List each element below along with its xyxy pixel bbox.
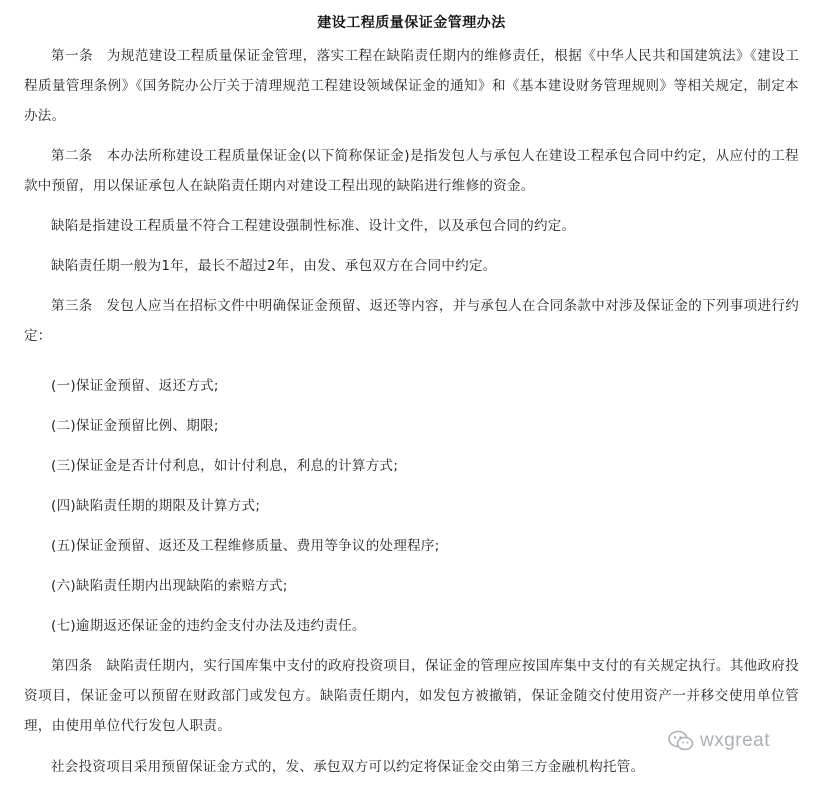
agreement-items-list [24,371,799,651]
article-3: 第三条 发包人应当在招标文件中明确保证金预留、返还等内容，并与承包人在合同条款中对涉及保证金的下列事项进行约定： [24,298,799,344]
defect-period: 缺陷责任期一般为1年，最长不超过2年，由发、承包双方在合同中约定。 [51,258,497,274]
list-item: (二)保证金预留比例、期限; [51,418,219,434]
list-item: (六)缺陷责任期内出现缺陷的索赔方式; [51,578,288,594]
article-4: 第四条 缺陷责任期内，实行国库集中支付的政府投资项目，保证金的管理应按国库集中支付的有关规定执行。其他政府投资项目，保证金可以预留在财政部门或发包方。缺陷责任期内，如发包方被撤销，保证金随交付使用资产一并移交使用单位管理，由使用单位代行发包人职责。 [24,658,799,734]
watermark-text: wxgreat [700,730,771,751]
wechat-icon [668,730,694,752]
list-item: (五)保证金预留、返还及工程维修质量、费用等争议的处理程序; [51,538,440,554]
list-item: (一)保证金预留、返还方式; [51,378,219,394]
list-item: (四)缺陷责任期的期限及计算方式; [51,498,261,514]
article-2: 第二条 本办法所称建设工程质量保证金(以下简称保证金)是指发包人与承包人在建设工程承包合同中约定，从应付的工程款中预留，用以保证承包人在缺陷责任期内对建设工程出现的缺陷进行维修的资金。 [24,148,799,194]
social-investment-paragraph: 社会投资项目采用预留保证金方式的，发、承包双方可以约定将保证金交由第三方金融机构托管。 [51,759,645,775]
article-1: 第一条 为规范建设工程质量保证金管理，落实工程在缺陷责任期内的维修责任，根据《中华人民共和国建筑法》《建设工程质量管理条例》《国务院办公厅关于清理规范工程建设领域保证金的通知》和《基本建设财务管理规则》等相关规定，制定本办法。 [24,48,799,124]
document [24,0,799,782]
list-item: (七)逾期返还保证金的违约金支付办法及违约责任。 [51,618,366,634]
defect-definition: 缺陷是指建设工程质量不符合工程建设强制性标准、设计文件，以及承包合同的约定。 [51,218,576,234]
document-title: 建设工程质量保证金管理办法 [317,15,506,31]
list-item: (三)保证金是否计付利息，如计付利息，利息的计算方式; [51,458,399,474]
watermark [668,730,770,752]
